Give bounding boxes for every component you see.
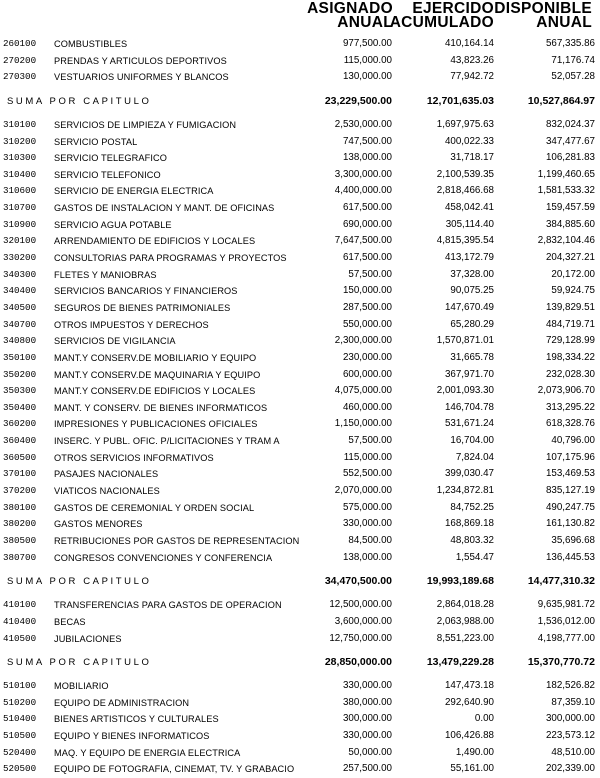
table-row [0,217,600,234]
header-asignado-line2: ANUAL [337,14,393,31]
account-description: CONGRESOS CONVENCIONES Y CONFERENCIA [54,552,273,563]
asignado-value: 690,000.00 [342,218,392,230]
ejercido-value: 2,864,018.28 [436,599,494,611]
disponible-value: 198,334.22 [545,351,595,363]
asignado-value: 3,600,000.00 [334,615,392,627]
table-row [0,117,600,134]
account-description: FLETES Y MANIOBRAS [54,269,157,280]
asignado-value: 552,500.00 [342,468,392,480]
asignado-value: 4,075,000.00 [334,385,392,397]
disponible-value: 35,696.68 [551,534,595,546]
account-code: 310400 [3,168,37,180]
table-row [0,383,600,400]
ejercido-value: 13,479,229.28 [426,656,494,669]
ejercido-value: 7,824.04 [455,451,494,463]
account-code: 350300 [3,385,37,397]
account-code: 340700 [3,318,37,330]
disponible-value: 232,028.30 [545,368,595,380]
disponible-value: 161,130.82 [545,518,595,530]
account-description: MANT. Y CONSERV. DE BIENES INFORMATICOS [54,402,268,413]
disponible-value: 2,832,104.46 [537,235,595,247]
account-description: VIATICOS NACIONALES [54,486,160,497]
ejercido-value: 37,328.00 [450,268,494,280]
disponible-value: 1,536,012.00 [537,615,595,627]
disponible-value: 139,829.51 [545,301,595,313]
ejercido-value: 2,818,466.68 [436,185,494,197]
account-description: VESTUARIOS UNIFORMES Y BLANCOS [54,72,229,83]
account-code: 350200 [3,368,37,380]
asignado-value: 460,000.00 [342,401,392,413]
table-row [0,466,600,483]
account-code: 410400 [3,615,37,627]
asignado-value: 617,500.00 [342,202,392,214]
asignado-value: 12,500,000.00 [329,599,392,611]
disponible-value: 52,057.28 [551,71,595,83]
column-header [0,0,600,32]
account-code: 380700 [3,551,37,563]
account-description: SERVICIO DE ENERGIA ELECTRICA [54,186,214,197]
table-row [0,516,600,533]
account-description: PASAJES NACIONALES [54,469,159,480]
account-description: SERVICIO POSTAL [54,136,138,147]
account-description: MOBILIARIO [54,681,109,692]
account-code: 260100 [3,38,37,49]
asignado-value: 150,000.00 [342,285,392,297]
ejercido-value: 367,971.70 [444,368,494,380]
asignado-value: 575,000.00 [342,501,392,513]
account-code: 270200 [3,54,37,66]
subtotal-label: SUMA POR CAPITULO [7,95,152,107]
ejercido-value: 458,042.41 [444,202,494,214]
disponible-value: 159,457.59 [545,202,595,214]
account-code: 380200 [3,518,37,530]
ejercido-value: 2,001,093.30 [436,385,494,397]
table-row [0,200,600,217]
account-code: 340400 [3,285,37,297]
asignado-value: 2,300,000.00 [334,335,392,347]
disponible-value: 71,176.74 [551,54,595,66]
disponible-value: 136,445.53 [545,551,595,563]
table-row [0,678,600,695]
asignado-value: 287,500.00 [342,301,392,313]
disponible-value: 567,335.86 [545,38,595,49]
asignado-value: 300,000.00 [342,713,392,725]
ejercido-value: 1,570,871.01 [436,335,494,347]
table-row [0,450,600,467]
table-row [0,711,600,728]
header-disponible-line1: DISPONIBLE [494,0,592,17]
asignado-value: 330,000.00 [342,730,392,742]
disponible-value: 87,359.10 [551,696,595,708]
account-description: IMPRESIONES Y PUBLICACIONES OFICIALES [54,419,258,430]
disponible-value: 48,510.00 [551,746,595,758]
disponible-value: 223,573.12 [545,730,595,742]
ejercido-value: 168,869.18 [444,518,494,530]
disponible-value: 59,924.75 [551,285,595,297]
table-row [0,483,600,500]
ejercido-value: 31,718.17 [450,152,494,164]
account-description: GASTOS MENORES [54,519,143,530]
account-description: MANT.Y CONSERV.DE MOBILIARIO Y EQUIPO [54,352,257,363]
account-description: INSERC. Y PUBL. OFIC. P/LICITACIONES Y TRAM A [54,436,280,447]
subtotal-row [0,566,600,597]
account-code: 520500 [3,763,37,775]
ejercido-value: 147,670.49 [444,301,494,313]
subtotal-row [0,647,600,678]
table-row [0,267,600,284]
account-description: ARRENDAMIENTO DE EDIFICIOS Y LOCALES [54,236,256,247]
disponible-value: 15,370,770.72 [527,656,595,669]
account-description: PRENDAS Y ARTICULOS DEPORTIVOS [54,55,227,66]
table-row [0,416,600,433]
account-code: 410500 [3,632,37,644]
account-code: 510200 [3,696,37,708]
account-code: 310600 [3,185,37,197]
disponible-value: 14,477,310.32 [527,575,595,588]
table-row [0,183,600,200]
account-code: 340300 [3,268,37,280]
header-disponible-line2: ANUAL [536,14,592,31]
account-code: 510400 [3,713,37,725]
table-row [0,631,600,648]
disponible-value: 484,719.71 [545,318,595,330]
account-description: MAQ. Y EQUIPO DE ENERGIA ELECTRICA [54,747,241,758]
table-row [0,69,600,86]
subtotal-label: SUMA POR CAPITULO [7,576,152,588]
asignado-value: 84,500.00 [348,534,392,546]
disponible-value: 9,635,981.72 [537,599,595,611]
account-description: CONSULTORIAS PARA PROGRAMAS Y PROYECTOS [54,253,287,264]
table-row [0,550,600,567]
asignado-value: 138,000.00 [342,152,392,164]
account-description: MANT.Y CONSERV.DE EDIFICIOS Y LOCALES [54,386,256,397]
table-row [0,250,600,267]
account-description: TRANSFERENCIAS PARA GASTOS DE OPERACION [54,600,282,611]
header-ejercido-line1: EJERCIDO [412,0,494,17]
table-row [0,367,600,384]
account-code: 410100 [3,599,37,611]
disponible-value: 2,073,906.70 [537,385,595,397]
ejercido-value: 292,640.90 [444,696,494,708]
disponible-value: 204,327.21 [545,252,595,264]
account-code: 310200 [3,135,37,147]
asignado-value: 600,000.00 [342,368,392,380]
ejercido-value: 16,704.00 [450,435,494,447]
asignado-value: 115,000.00 [343,54,392,66]
disponible-value: 106,281.83 [545,152,595,164]
asignado-value: 115,000.00 [343,451,392,463]
ejercido-value: 1,697,975.63 [436,118,494,130]
account-description: EQUIPO DE ADMINISTRACION [54,697,190,708]
asignado-value: 7,647,500.00 [334,235,392,247]
account-code: 380100 [3,501,37,513]
disponible-value: 10,527,864.97 [527,94,595,107]
disponible-value: 618,328.76 [545,418,595,430]
account-description: COMBUSTIBLES [54,39,128,49]
asignado-value: 1,150,000.00 [334,418,392,430]
account-code: 520400 [3,746,37,758]
table-row [0,53,600,70]
disponible-value: 1,581,533.32 [537,185,595,197]
disponible-value: 40,796.00 [551,435,595,447]
account-description: BIENES ARTISTICOS Y CULTURALES [54,714,219,725]
ejercido-value: 0.00 [474,713,494,725]
disponible-value: 107,175.96 [545,451,595,463]
disponible-value: 300,000.00 [545,713,595,725]
header-ejercido-acumulado [390,2,494,30]
ejercido-value: 2,063,988.00 [436,615,494,627]
table-row [0,134,600,151]
account-code: 330200 [3,252,37,264]
header-asignado-anual [307,2,393,30]
table-row [0,597,600,614]
disponible-value: 153,469.53 [545,468,595,480]
ejercido-value: 8,551,223.00 [436,632,494,644]
asignado-value: 2,530,000.00 [334,118,392,130]
asignado-value: 34,470,500.00 [324,575,392,588]
account-code: 340800 [3,335,37,347]
ejercido-value: 400,022.33 [444,135,494,147]
account-description: SERVICIOS BANCARIOS Y FINANCIEROS [54,286,238,297]
ejercido-value: 84,752.25 [450,501,494,513]
ejercido-value: 31,665.78 [450,351,494,363]
ejercido-value: 65,280.29 [450,318,494,330]
disponible-value: 1,199,460.65 [537,168,595,180]
account-description: SERVICIO AGUA POTABLE [54,219,172,230]
account-description: GASTOS DE INSTALACION Y MANT. DE OFICINAS [54,203,275,214]
ejercido-value: 146,704.78 [444,401,494,413]
asignado-value: 330,000.00 [342,518,392,530]
table-row [0,300,600,317]
ejercido-value: 399,030.47 [444,468,494,480]
ejercido-value: 106,426.88 [444,730,494,742]
subtotal-row [0,86,600,117]
ejercido-value: 55,161.00 [450,763,494,775]
account-code: 380500 [3,534,37,546]
disponible-value: 729,128.99 [545,335,595,347]
account-code: 310900 [3,218,37,230]
header-ejercido-line2: ACUMULADO [389,14,494,31]
table-row [0,350,600,367]
asignado-value: 257,500.00 [342,763,392,775]
disponible-value: 182,526.82 [545,680,595,692]
asignado-value: 23,229,500.00 [324,94,392,107]
account-description: SEGUROS DE BIENES PATRIMONIALES [54,302,231,313]
ejercido-value: 48,803.32 [450,534,494,546]
ejercido-value: 413,172.79 [444,252,494,264]
asignado-value: 2,070,000.00 [334,485,392,497]
ejercido-value: 90,075.25 [450,285,494,297]
account-code: 310700 [3,202,37,214]
asignado-value: 4,400,000.00 [334,185,392,197]
disponible-value: 835,127.19 [545,485,595,497]
ejercido-value: 1,234,872.81 [436,485,494,497]
account-description: OTROS SERVICIOS INFORMATIVOS [54,452,214,463]
ejercido-value: 2,100,539.35 [436,168,494,180]
ejercido-value: 19,993,189.68 [426,575,494,588]
account-code: 340500 [3,301,37,313]
ejercido-value: 1,490.00 [455,746,494,758]
account-description: OTROS IMPUESTOS Y DERECHOS [54,319,209,330]
disponible-value: 490,247.75 [545,501,595,513]
disponible-value: 4,198,777.00 [537,632,595,644]
account-code: 510100 [3,680,37,692]
table-row [0,167,600,184]
table-row [0,695,600,712]
header-disponible-anual [494,2,592,30]
table-row [0,400,600,417]
asignado-value: 977,500.00 [342,38,392,49]
disponible-value: 313,295.22 [545,401,595,413]
ejercido-value: 410,164.14 [444,38,494,49]
table-row [0,233,600,250]
budget-table-body [0,36,600,778]
asignado-value: 138,000.00 [342,551,392,563]
disponible-value: 347,477.67 [545,135,595,147]
table-row [0,614,600,631]
asignado-value: 747,500.00 [342,135,392,147]
table-row [0,150,600,167]
ejercido-value: 43,823.26 [450,54,494,66]
ejercido-value: 12,701,635.03 [426,94,494,107]
asignado-value: 50,000.00 [348,746,392,758]
account-code: 360200 [3,418,37,430]
account-description: MANT.Y CONSERV.DE MAQUINARIA Y EQUIPO [54,369,261,380]
subtotal-label: SUMA POR CAPITULO [7,657,152,669]
account-code: 350400 [3,401,37,413]
table-row [0,728,600,745]
account-code: 310100 [3,118,37,130]
table-row [0,283,600,300]
table-row [0,745,600,762]
disponible-value: 832,024.37 [545,118,595,130]
asignado-value: 617,500.00 [342,252,392,264]
table-row [0,36,600,53]
asignado-value: 380,000.00 [342,696,392,708]
account-code: 270300 [3,71,37,83]
asignado-value: 12,750,000.00 [329,632,392,644]
account-description: SERVICIO TELEFONICO [54,169,161,180]
table-row [0,433,600,450]
account-description: SERVICIO TELEGRAFICO [54,153,167,164]
asignado-value: 57,500.00 [348,268,392,280]
table-row [0,500,600,517]
ejercido-value: 305,114.40 [445,218,494,230]
asignado-value: 550,000.00 [342,318,392,330]
disponible-value: 202,339.00 [545,763,595,775]
account-code: 350100 [3,351,37,363]
disponible-value: 384,885.60 [545,218,595,230]
account-code: 360400 [3,435,37,447]
asignado-value: 230,000.00 [342,351,392,363]
account-description: RETRIBUCIONES POR GASTOS DE REPRESENTACION [54,535,300,546]
account-code: 310300 [3,152,37,164]
account-description: SERVICIOS DE VIGILANCIA [54,336,176,347]
table-row [0,317,600,334]
account-description: EQUIPO DE FOTOGRAFIA, CINEMAT, TV. Y GRABACIO [54,764,295,775]
asignado-value: 28,850,000.00 [324,656,392,669]
asignado-value: 57,500.00 [348,435,392,447]
ejercido-value: 147,473.18 [444,680,494,692]
asignado-value: 130,000.00 [342,71,392,83]
account-description: EQUIPO Y BIENES INFORMATICOS [54,731,210,742]
ejercido-value: 1,554.47 [455,551,494,563]
table-row [0,533,600,550]
table-row [0,761,600,778]
ejercido-value: 531,671.24 [444,418,494,430]
account-description: JUBILACIONES [54,633,122,644]
ejercido-value: 77,942.72 [450,71,494,83]
header-asignado-line1: ASIGNADO [307,0,393,17]
disponible-value: 20,172.00 [551,268,595,280]
asignado-value: 330,000.00 [342,680,392,692]
account-description: GASTOS DE CEREMONIAL Y ORDEN SOCIAL [54,502,255,513]
account-code: 360500 [3,451,37,463]
account-description: SERVICIOS DE LIMPIEZA Y FUMIGACION [54,119,237,130]
account-code: 320100 [3,235,37,247]
asignado-value: 3,300,000.00 [334,168,392,180]
account-code: 510500 [3,730,37,742]
account-code: 370100 [3,468,37,480]
account-description: BECAS [54,616,86,627]
table-row [0,333,600,350]
account-code: 370200 [3,485,37,497]
ejercido-value: 4,815,395.54 [436,235,494,247]
